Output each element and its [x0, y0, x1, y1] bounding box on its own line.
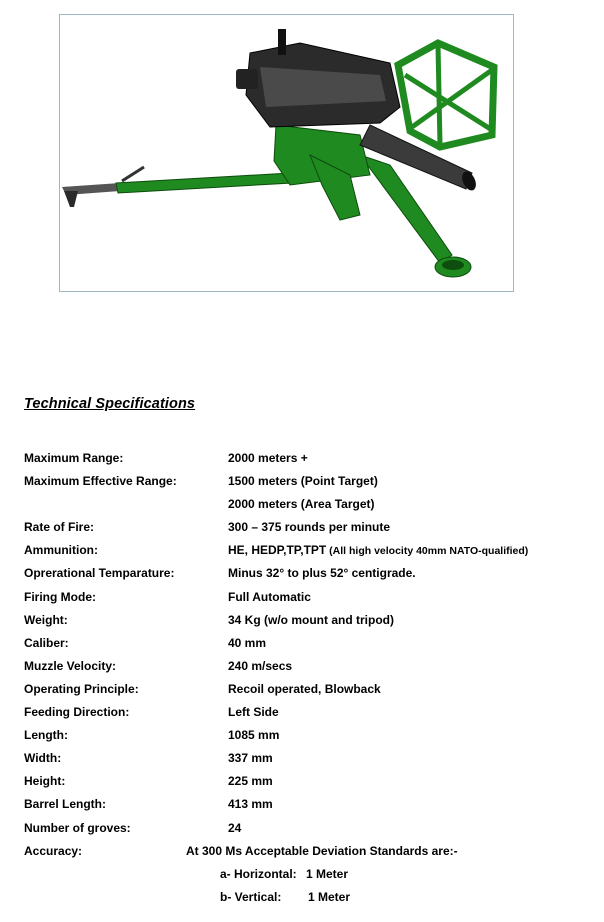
spec-label: Ammunition: [24, 543, 98, 558]
spec-value: 1085 mm [228, 728, 280, 743]
spec-label: Firing Mode: [24, 589, 96, 604]
spec-value-group [228, 543, 528, 557]
spec-row-height [24, 774, 594, 797]
spec-note: (All high velocity 40mm NATO-qualified) [326, 545, 529, 558]
spec-row-rate-of-fire [24, 520, 594, 543]
spec-row-max-range [24, 451, 594, 474]
grenade-launcher-tripod-illustration [60, 15, 513, 291]
spec-label: Rate of Fire: [24, 520, 95, 535]
spec-row-max-effective-range [24, 474, 594, 497]
spec-row-length [24, 728, 594, 751]
spec-table [24, 451, 594, 913]
spec-label: Oprerational Temparature: [24, 566, 175, 581]
spec-value: Recoil operated, Blowback [228, 681, 381, 696]
accuracy-horizontal-key: a- Horizontal: [220, 866, 297, 881]
accuracy-vertical-value: 1 Meter [308, 889, 351, 904]
spec-label: Weight: [24, 612, 68, 627]
spec-row-firing-mode [24, 590, 594, 613]
spec-label: Maximum Effective Range: [24, 474, 177, 489]
spec-value: 2000 meters (Area Target) [228, 497, 375, 512]
accuracy-horizontal-value: 1 Meter [306, 866, 349, 881]
spec-value: 24 [228, 820, 242, 835]
spec-row-operating-principle [24, 682, 594, 705]
spec-row-muzzle-velocity [24, 659, 594, 682]
spec-row-ammunition [24, 543, 594, 566]
spec-label: Height: [24, 774, 66, 789]
spec-label: Accuracy: [24, 843, 83, 858]
accuracy-horizontal-row [24, 867, 594, 890]
spec-label: Number of groves: [24, 820, 131, 835]
spec-value: Minus 32° to plus 52° centigrade. [228, 566, 416, 581]
spec-label: Length: [24, 728, 68, 743]
spec-value: Full Automatic [228, 589, 311, 604]
spec-label: Caliber: [24, 635, 69, 650]
spec-value: 413 mm [228, 797, 273, 812]
spec-value: 337 mm [228, 751, 273, 766]
page-title: Technical Specifications [24, 396, 196, 412]
spec-row-feeding-direction [24, 705, 594, 728]
spec-value: HE, HEDP,TP,TPT [228, 543, 327, 558]
spec-label: Barrel Length: [24, 797, 107, 812]
accuracy-vertical-key: b- Vertical: [220, 889, 282, 904]
spec-label: Width: [24, 751, 62, 766]
spec-label: Muzzle Velocity: [24, 658, 117, 673]
spec-value: 1500 meters (Point Target) [228, 474, 378, 489]
accuracy-vertical-row [24, 890, 594, 913]
spec-row-weight [24, 613, 594, 636]
spec-label: Operating Principle: [24, 681, 139, 696]
spec-row-barrel-length [24, 797, 594, 820]
spec-value: 300 – 375 rounds per minute [228, 520, 391, 535]
spec-row-area-target [24, 497, 594, 520]
spec-value: 240 m/secs [228, 658, 293, 673]
spec-label: Feeding Direction: [24, 705, 130, 720]
spec-value: 2000 meters + [228, 451, 308, 465]
spec-row-caliber [24, 636, 594, 659]
spec-value: 40 mm [228, 635, 267, 650]
weapon-figure [59, 14, 514, 292]
accuracy-intro: At 300 Ms Acceptable Deviation Standards are:- [186, 843, 458, 858]
spec-row-number-of-groves [24, 821, 594, 844]
spec-value: 225 mm [228, 774, 273, 789]
spec-label: Maximum Range: [24, 451, 124, 465]
spec-value: 34 Kg (w/o mount and tripod) [228, 612, 394, 627]
spec-value: Left Side [228, 705, 279, 720]
spec-row-operational-temperature [24, 566, 594, 589]
spec-row-accuracy [24, 844, 594, 867]
spec-row-width [24, 751, 594, 774]
